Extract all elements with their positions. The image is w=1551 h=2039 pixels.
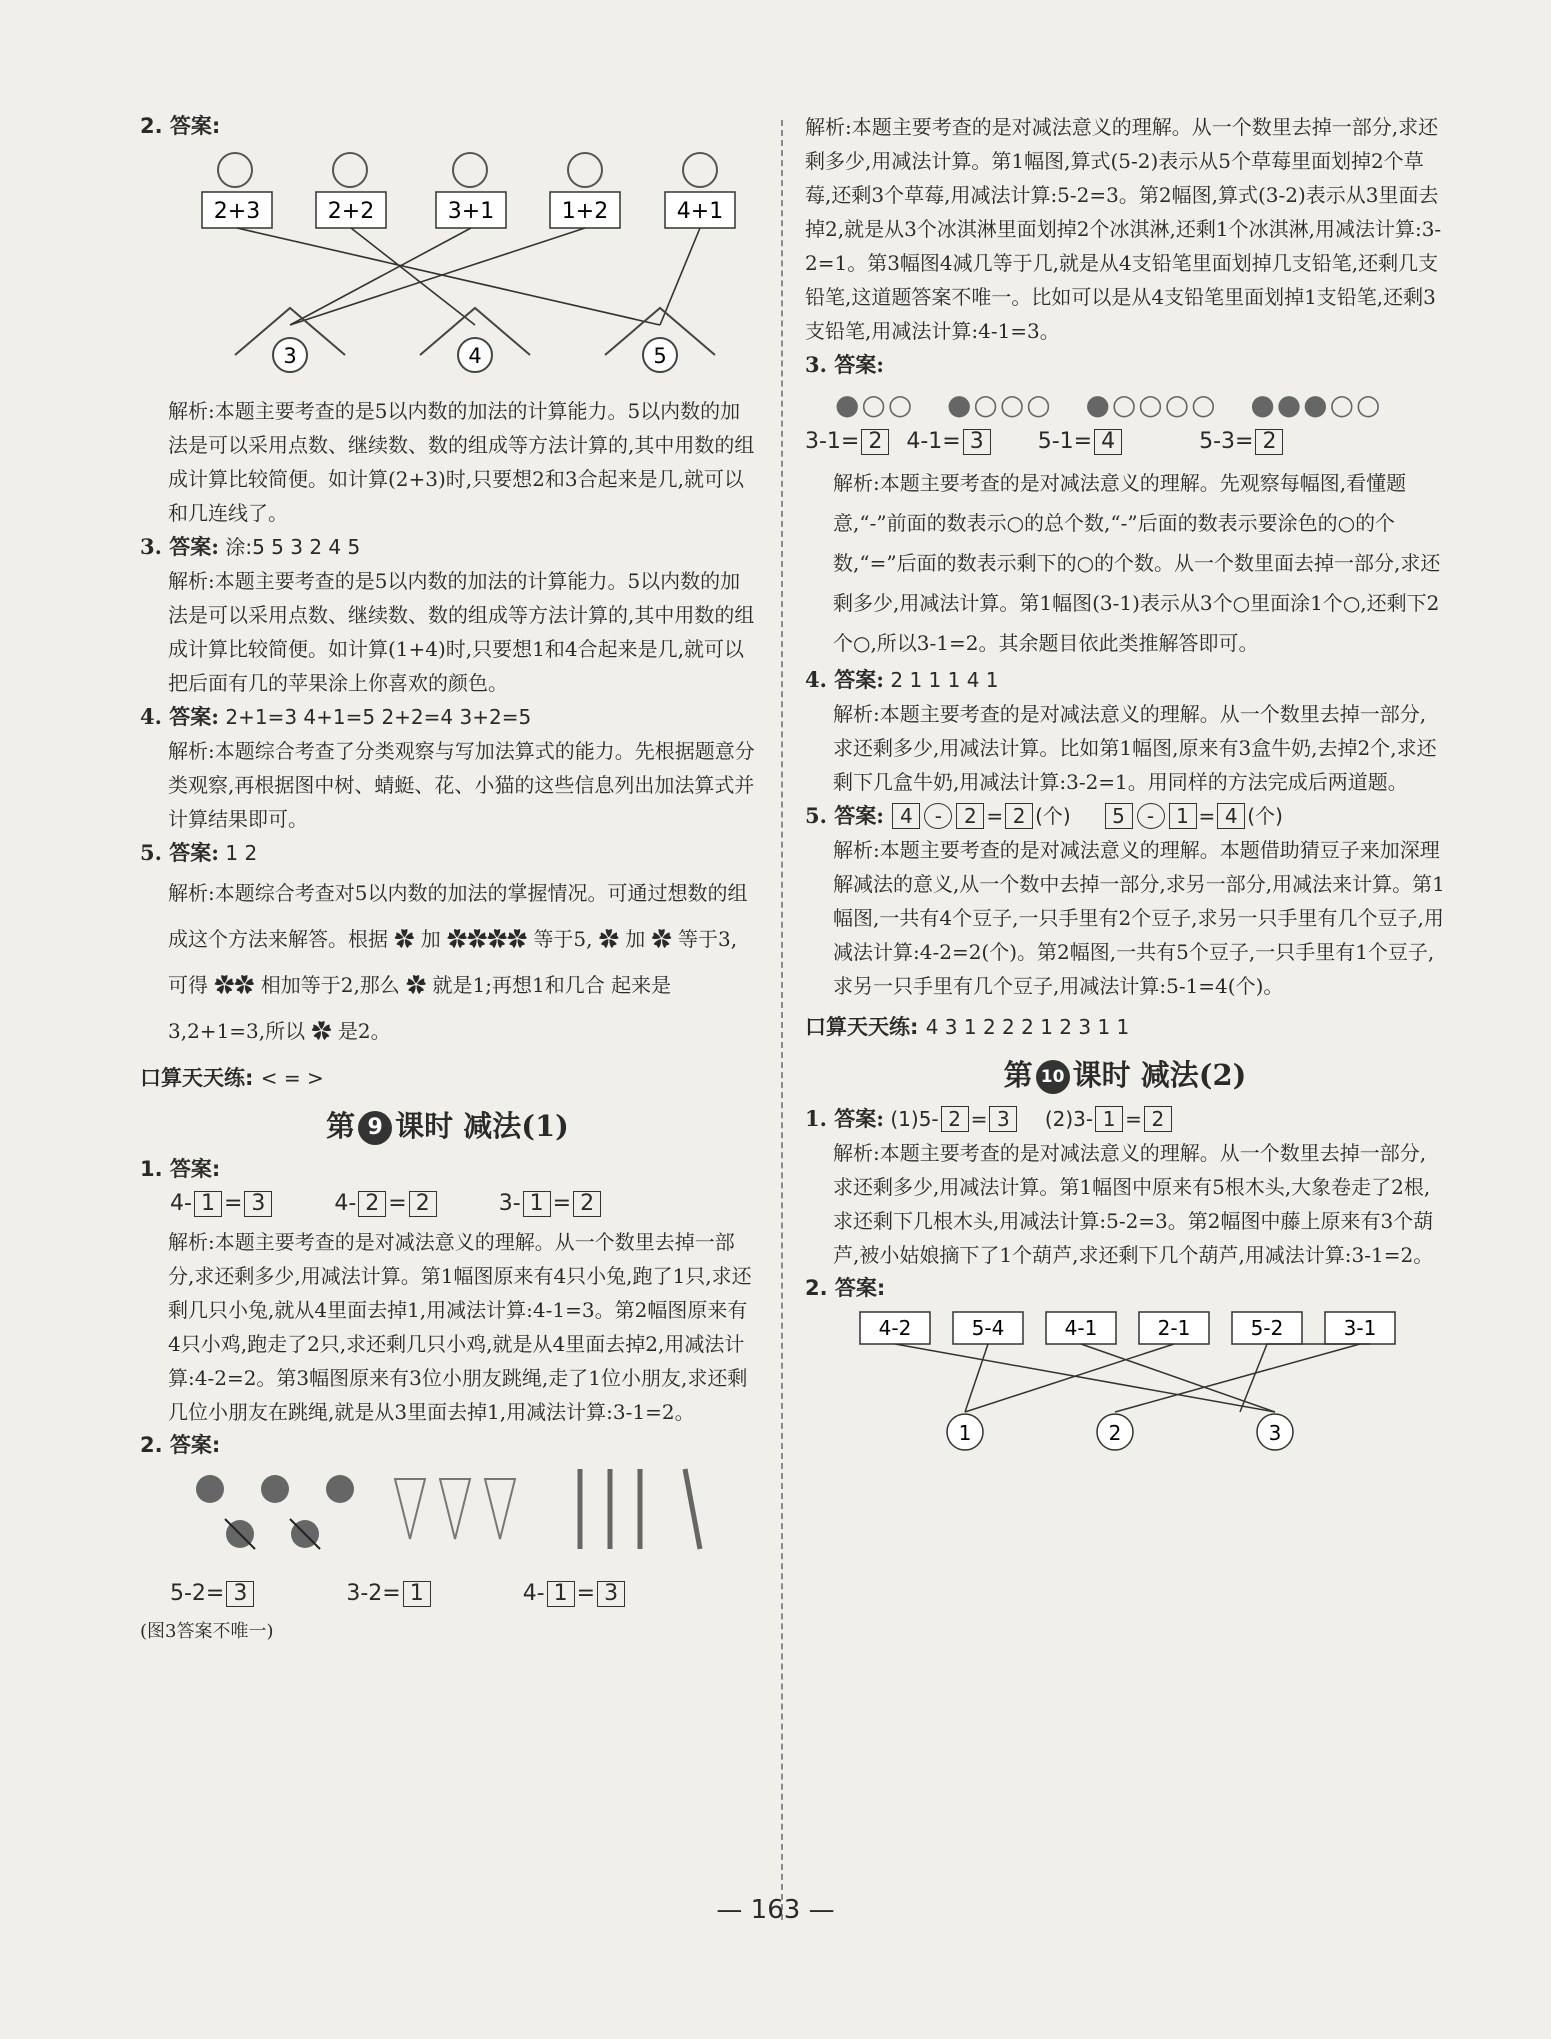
eq-unit: (个) (1035, 804, 1071, 828)
r-q5-block (805, 799, 1445, 833)
l10q2-label: 2. 答案: (805, 1276, 886, 1300)
strawberry-icon (196, 1475, 354, 1548)
l10q2-matching-diagram (805, 1302, 1425, 1467)
l9q1-analysis: 解析:本题主要考查的是对减法意义的理解。从一个数里去掉一部分,求还剩多少,用减法计算。第1幅图原来有4只小兔,跑了1只,求还剩几只小兔,就从4里面去掉1,用减法计算:4-1=3。第2幅图原来有4只小鸡,跑走了2只,求还剩几只小鸡,就是从4里面去掉2,用减法计算:4-2=2。第3幅图原来有3位小朋友跳绳,走了1位小朋友,求还剩几位小朋友在跳绳,就是从3里面去掉1,用减法计算:3-1=2。 (168, 1230, 752, 1424)
eq-part: = (1125, 1107, 1142, 1131)
r-q4-analysis: 解析:本题主要考查的是对减法意义的理解。从一个数里去掉一部分,求还剩多少,用减法计算。比如第1幅图,原来有3盒牛奶,去掉2个,求还剩下几盒牛奶,用减法计算:3-2=1。用同样的方法完成后两道题。 (833, 702, 1437, 794)
r-q3-analysis-part-7: ,所以3-1=2。其余题目依此类推解答即可。 (870, 631, 1259, 655)
q5-label: 5. 答案: (140, 840, 219, 865)
card-label: 2-1 (1157, 1316, 1191, 1340)
answer-box: 5 (1105, 803, 1133, 829)
eq-part: 3-2= (346, 1581, 401, 1606)
apple-icon: ●○○ (835, 388, 915, 421)
page-number-value: 163 (750, 1895, 801, 1925)
circle-label: 1 (958, 1421, 972, 1445)
bird-icon (218, 153, 717, 187)
r-q3-analysis-part-2: 的总个数,“-”后面的数表示要涂色的 (1024, 511, 1338, 535)
q2-analysis: 解析:本题主要考查的是5以内数的加法的计算能力。5以内数的加法是可以采用点数、继续数、数的组成等方法计算的,其中用数的组成计算比较简便。如计算(2+3)时,只要想2和3合起来是几,就可以和几连线了。 (168, 399, 755, 525)
q5-answer: 1 2 (225, 841, 258, 865)
q5-analysis (168, 870, 755, 1054)
flower-icon: ✿ (651, 927, 672, 951)
lesson-10-number: 10 (1036, 1060, 1070, 1094)
answer-box: 3 (226, 1581, 254, 1607)
apple-icon: ○ (1232, 591, 1251, 615)
lesson-10-title (805, 1053, 1445, 1094)
l10q1-eq (890, 1107, 1174, 1131)
q3-label: 3. 答案: (140, 534, 219, 559)
answer-box: 3 (244, 1191, 272, 1217)
flower-icon: ✿ (598, 927, 619, 951)
equation (170, 1191, 274, 1216)
eq-part: 3- (498, 1191, 521, 1216)
house-3-number: 5 (653, 344, 667, 368)
eq-part: (1)5- (890, 1107, 939, 1131)
card-label: 4-1 (1064, 1316, 1098, 1340)
kousuan-answer: < = > (260, 1066, 324, 1090)
flower-icon: ✿ (394, 927, 415, 951)
operator-circle: - (924, 803, 952, 829)
house-1-number: 3 (283, 344, 297, 368)
card-5-label: 4+1 (676, 199, 724, 224)
q3-answer: 涂:5 5 3 2 4 5 (225, 535, 361, 559)
eq-part: = (576, 1581, 596, 1606)
apple-icon: ○ (1006, 511, 1025, 535)
r-q4-answer: 2 1 1 1 4 1 (890, 668, 999, 692)
q5-analysis-part-8: 起来是3,2+1=3,所以 (168, 973, 672, 1043)
column-divider (781, 120, 783, 1920)
apple-icon: ○ (1076, 551, 1095, 575)
lesson-9-post: 课时 减法(1) (395, 1109, 569, 1143)
r-q3-equations (805, 429, 1445, 455)
r-q3-analysis-part-3: 的个数,“=”后面的数表示剩下的 (833, 511, 1396, 575)
answer-box: 2 (573, 1191, 601, 1217)
addition-cards (202, 192, 735, 228)
eq-part: 5-2= (170, 1581, 225, 1606)
l9q2-picture (140, 1459, 740, 1569)
flower-icon: ✿✿ (214, 973, 255, 997)
left-column (140, 110, 755, 1649)
apple-icon: ●○○○○ (1085, 388, 1218, 421)
card-3-label: 3+1 (447, 199, 495, 224)
kousuan-label: 口算天天练: (140, 1066, 254, 1090)
kousuan-left (140, 1062, 755, 1092)
q4-label: 4. 答案: (140, 704, 219, 729)
r-q5-eq2 (1103, 804, 1283, 828)
q2-label: 2. 答案: (140, 114, 221, 138)
eq-part: = (388, 1191, 407, 1216)
expression-cards (860, 1312, 1395, 1344)
q5-analysis-part-2: 加 (420, 927, 441, 951)
eq-part: 4- (170, 1191, 192, 1216)
lesson-10-pre: 第 (1003, 1058, 1033, 1092)
answer-box: 1 (403, 1581, 431, 1607)
answer-box: 2 (861, 429, 889, 455)
kousuan-label: 口算天天练: (805, 1015, 919, 1039)
match-lines (895, 1344, 1370, 1412)
match-lines (237, 228, 700, 325)
eq-part: 4-1= (906, 429, 961, 454)
eq-part: (2)3- (1044, 1107, 1094, 1131)
card-2-label: 2+2 (327, 199, 375, 224)
q5-analysis-part-5: 等于3,可得 (168, 927, 738, 997)
r-q5-eq1 (890, 804, 1077, 828)
flower-icon: ✿ (406, 973, 427, 997)
r-q5-analysis: 解析:本题主要考查的是对减法意义的理解。本题借助猜豆子来加深理解减法的意义,从一个数中去掉一部分,求另一部分,用减法来计算。第1幅图,一共有4个豆子,一只手里有2个豆子,求另一只手里有几个豆子,用减法计算:4-2=2(个)。第2幅图,一共有5个豆子,一只手里有1个豆子,求另一只手里有几个豆子,用减法计算:5-1=4(个)。 (833, 838, 1445, 998)
eq-part: = (552, 1191, 572, 1216)
answer-box: 1 (547, 1581, 575, 1607)
flower-icon: ✿✿✿✿ (447, 927, 528, 951)
r-q4-block (805, 663, 1445, 697)
answer-box: 3 (963, 429, 991, 455)
card-4-label: 1+2 (561, 199, 609, 224)
equation (499, 1191, 603, 1216)
apple-icon: ●○○○ (947, 388, 1053, 421)
answer-box: 2 (1005, 803, 1033, 829)
apple-icon: ○ (1337, 511, 1356, 535)
card-1-label: 2+3 (213, 199, 261, 224)
q4-answer: 2+1=3 4+1=5 2+2=4 3+2=5 (225, 705, 532, 729)
eq-part: 5-3= (1199, 429, 1254, 454)
flower-icon: ✿ (311, 1019, 332, 1043)
r-q3-analysis-part-1: 解析:本题主要考查的是对减法意义的理解。先观察每幅图,看懂题意,“-”前面的数表示 (833, 471, 1407, 535)
q5-analysis-part-7: 就是1;再想1和几合 (432, 973, 605, 997)
eq-part: = (1198, 804, 1216, 828)
l9q1-label: 1. 答案: (140, 1157, 221, 1181)
answer-box: 2 (358, 1191, 386, 1217)
r-q2-analysis: 解析:本题主要考查的是对减法意义的理解。从一个数里去掉一部分,求还剩多少,用减法计算。第1幅图,算式(5-2)表示从5个草莓里面划掉2个草莓,还剩3个草莓,用减法计算:5-2=3。第2幅图,算式(3-2)表示从3里面去掉2,就是从3个冰淇淋里面划掉2个冰淇淋,还剩1个冰淇淋,用减法计算:3-2=1。第3幅图4减几等于几,就是从4支铅笔里面划掉几支铅笔,还剩几支铅笔,这道题答案不唯一。比如可以是从4支铅笔里面划掉1支铅笔,还剩3支铅笔,用减法计算:4-1=3。 (805, 115, 1442, 343)
lesson-9-number: 9 (358, 1111, 392, 1145)
house-2-number: 4 (468, 344, 482, 368)
r-q3-label: 3. 答案: (805, 352, 884, 377)
r-q3-block (805, 348, 1445, 382)
q5-analysis-part-1: 解析:本题综合考查对5以内数的加法的掌握情况。可通过想数的组成这个方法来解答。根据 (168, 881, 748, 951)
eq-part: = (223, 1191, 243, 1216)
apple-icon: ●●●○○ (1250, 388, 1383, 421)
r-q4-label: 4. 答案: (805, 667, 884, 692)
eq-part: 3-1= (805, 429, 860, 454)
lesson-10-post: 课时 减法(2) (1072, 1058, 1247, 1092)
eq-part: 4- (522, 1581, 545, 1606)
ice-cream-icon (395, 1479, 515, 1539)
pencil-icon (580, 1469, 700, 1549)
r-q3-analysis-part-6: ,还剩下2个 (833, 591, 1440, 655)
l9q2-equations (170, 1581, 755, 1607)
apple-icon: ○ (1342, 591, 1361, 615)
q5-analysis-part-4: 加 (625, 927, 646, 951)
q5-analysis-part-3: 等于5, (533, 927, 593, 951)
q4-analysis: 解析:本题综合考查了分类观察与写加法算式的能力。先根据题意分类观察,再根据图中树、蜻蜓、花、小猫的这些信息列出加法算式并计算结果即可。 (168, 739, 755, 831)
answer-box: 4 (892, 803, 920, 829)
apple-icon: ○ (853, 631, 871, 655)
q5-analysis-part-9: 是2。 (337, 1019, 391, 1043)
answer-box: 2 (1255, 429, 1283, 455)
circle-label: 3 (1268, 1421, 1282, 1445)
eq-part: = (970, 1107, 988, 1131)
answer-box: 4 (1217, 803, 1245, 829)
q2-matching-diagram (140, 140, 740, 390)
answer-box: 4 (1094, 429, 1122, 455)
answer-box: 3 (597, 1581, 625, 1607)
answer-box: 2 (941, 1106, 969, 1132)
q3-analysis: 解析:本题主要考查的是5以内数的加法的计算能力。5以内数的加法是可以采用点数、继续数、数的组成等方法计算的,其中用数的组成计算比较简便。如计算(1+4)时,只要想1和4合起来是几,就可以把后面有几的苹果涂上你喜欢的颜色。 (168, 569, 755, 695)
circle-label: 2 (1108, 1421, 1122, 1445)
l10q1-label: 1. 答案: (805, 1106, 884, 1131)
answer-box: 2 (1144, 1106, 1172, 1132)
l9q2-note: (图3答案不唯一) (140, 1621, 274, 1642)
r-q3-analysis-part-5: 里面涂1个 (1250, 591, 1343, 615)
card-label: 5-4 (971, 1316, 1005, 1340)
answer-box: 1 (194, 1191, 222, 1217)
q4-block (140, 700, 755, 734)
answer-box: 1 (1169, 803, 1197, 829)
card-label: 4-2 (878, 1316, 912, 1340)
q5-block (140, 836, 755, 870)
r-q5-label: 5. 答案: (805, 803, 884, 828)
card-label: 5-2 (1250, 1316, 1284, 1340)
l9q2-label: 2. 答案: (140, 1433, 221, 1457)
page-number: — 163 — (716, 1895, 835, 1925)
lesson-9-pre: 第 (326, 1109, 356, 1143)
eq-part: 4- (334, 1191, 357, 1216)
r-q3-analysis (833, 463, 1445, 663)
eq-unit: (个) (1247, 804, 1283, 828)
lesson-9-title (140, 1104, 755, 1145)
l10q1-block (805, 1102, 1445, 1136)
eq-part: = (986, 804, 1004, 828)
q3-block (140, 530, 755, 564)
right-column (805, 110, 1445, 1471)
operator-circle: - (1137, 803, 1165, 829)
answer-box: 2 (956, 803, 984, 829)
answer-box: 1 (1095, 1106, 1123, 1132)
q5-analysis-part-6: 相加等于2,那么 (260, 973, 400, 997)
answer-box: 1 (523, 1191, 551, 1217)
eq-part: 5-1= (1037, 429, 1093, 454)
r-q3-analysis-part-4: 的个数。从一个数里面去掉一部分,求还剩多少,用减法计算。第1幅图(3-1)表示从3个 (833, 551, 1441, 615)
answer-box: 2 (409, 1191, 437, 1217)
kousuan-right (805, 1011, 1445, 1041)
equation (334, 1191, 438, 1216)
answer-box: 3 (989, 1106, 1017, 1132)
card-label: 3-1 (1343, 1316, 1377, 1340)
apple-row (835, 388, 1445, 421)
kousuan-answer: 4 3 1 2 2 2 1 2 3 1 1 (925, 1015, 1130, 1039)
l9q1-equations (170, 1191, 755, 1217)
l10q1-analysis: 解析:本题主要考查的是对减法意义的理解。从一个数里去掉一部分,求还剩多少,用减法计算。第1幅图中原来有5根木头,大象卷走了2根,求还剩下几根木头,用减法计算:5-2=3。第2幅图中藤上原来有3个葫芦,被小姑娘摘下了1个葫芦,求还剩下几个葫芦,用减法计算:3-1=2。 (833, 1141, 1434, 1267)
